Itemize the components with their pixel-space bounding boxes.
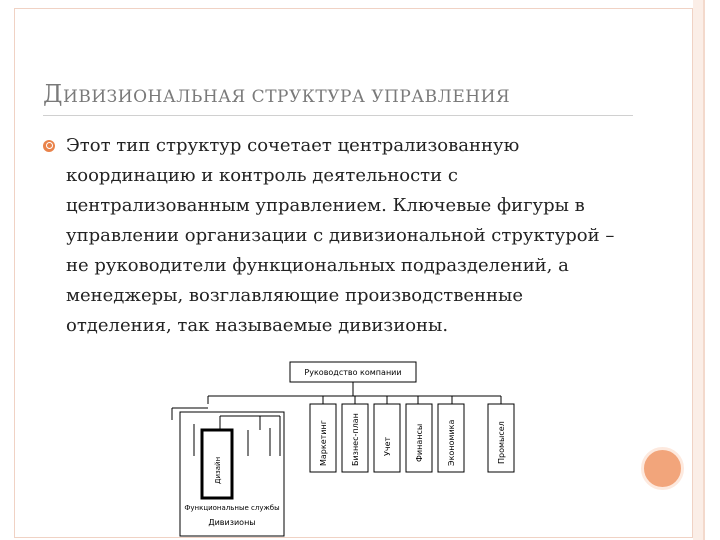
unit-label-2: Бизнес-план [351,413,360,466]
body-paragraph: Этот тип структур сочетает централизованную координацию и контроль деятельности с централизованным управлением. Ключевые фигуры в управлении организации с дивизиональной структурой – не руководители функциональных подразделений, а менеджеры, возглавляющие производственные отделения, так называемые дивизионы. [66,135,615,336]
title-underline [43,115,633,116]
inner-unit-label: Дизайн [214,456,222,484]
bullet-icon [43,140,55,152]
functional-services-label: Функциональные службы [184,504,280,512]
unit-label-6: Промысел [497,421,506,464]
decorative-circle [641,447,684,490]
unit-label-3: Учет [383,436,392,456]
slide-title-rest: ИВИЗИОНАЛЬНАЯ СТРУКТУРА УПРАВЛЕНИЯ [63,87,511,107]
slide-edge-line [703,0,705,540]
slide-title-initial: Д [43,80,64,108]
slide-title [43,80,510,108]
unit-label-1: Маркетинг [319,420,328,466]
top-box-label: Руководство компании [304,368,402,377]
slide-edge-decoration [693,0,703,540]
divisions-label: Дивизионы [208,518,256,527]
unit-label-4: Финансы [415,423,424,462]
org-structure-diagram [160,360,520,540]
unit-label-5: Экономика [447,419,456,466]
